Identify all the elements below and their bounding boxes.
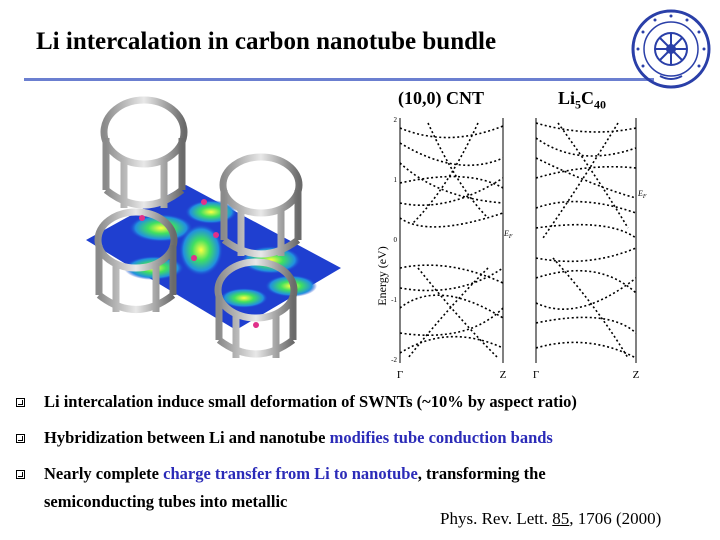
svg-text:-2: -2 [391, 356, 397, 364]
bullet-list [10, 390, 710, 522]
svg-text:2: 2 [393, 116, 397, 124]
energy-axis-label: Energy (eV) [375, 246, 389, 306]
svg-text:-1: -1 [391, 296, 397, 304]
li5c40-gamma-label: Γ [532, 369, 540, 381]
citation: Phys. Rev. Lett. 85, 1706 (2000) [440, 509, 662, 528]
checkbox-bullet-icon [16, 434, 25, 443]
cnt-bands [400, 123, 503, 358]
cnt-plot-label: (10,0) CNT [398, 88, 484, 108]
university-seal-logo [630, 8, 712, 90]
checkbox-bullet-icon [16, 398, 25, 407]
li5c40-plot-label: $Li_5C_{40}$ [558, 88, 607, 112]
svg-text:1: 1 [393, 176, 397, 184]
title-underline [24, 78, 654, 81]
nanotube-bundle-figure [76, 90, 366, 370]
cnt-z-label: Z [499, 369, 507, 381]
band-panel-cnt [391, 116, 513, 381]
bullet-item: Li intercalation induce small deformation of SWNTs (~10% by aspect ratio) [10, 390, 710, 426]
li5c40-bands [536, 123, 636, 358]
band-panel-li5c40 [533, 118, 647, 381]
svg-text:0: 0 [393, 236, 397, 244]
cnt-gamma-label: Γ [396, 369, 404, 381]
li5c40-z-label: Z [632, 369, 640, 381]
li5c40-fermi-label: $E_F$ [638, 189, 647, 200]
bullet-item: Hybridization between Li and nanotube modifies tube conduction bands [10, 426, 710, 462]
highlight-text: modifies tube conduction bands [329, 428, 553, 447]
highlight-text: charge transfer from Li to nanotube [163, 464, 418, 483]
checkbox-bullet-icon [16, 470, 25, 479]
cnt-fermi-label: $E_F$ [504, 229, 513, 240]
band-structure-plots [368, 108, 668, 383]
bullet-continuation: semiconducting tubes into metallic [44, 492, 288, 511]
cnt-y-ticks [391, 116, 397, 364]
nanotube-1 [104, 100, 184, 208]
bullet-item: Nearly complete charge transfer from Li to nanotube, transforming the semiconducting tubes into metallic [10, 462, 710, 522]
slide-title: Li intercalation in carbon nanotube bundle [36, 28, 497, 55]
